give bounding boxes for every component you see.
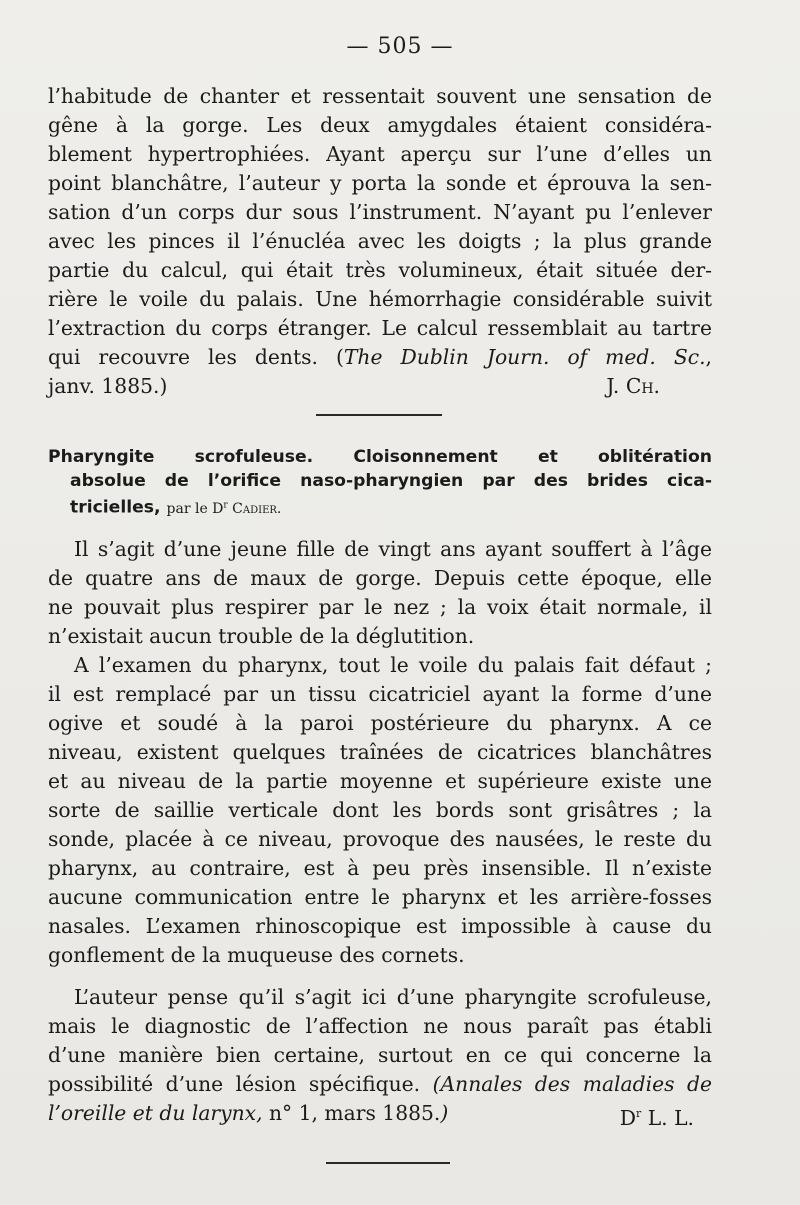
article-heading: absolue de l’orifice naso-pharyngien par des brides cica- [70,471,712,491]
text-line: gonflement de la muqueuse des cornets. [48,943,465,967]
text-line: aucune communication entre le pharynx et les arrière-fosses [48,885,712,909]
text-line: sorte de saillie verticale dont les bords sont grisâtres ; la [48,798,712,822]
citation-line-end: janv. 1885.) J. Ch. [48,372,712,401]
citation-line-end: l’oreille et du larynx, n° 1, mars 1885.) $D^r$ L. L. [48,1099,712,1128]
text-line: nasales. L’examen rhinoscopique est impossible à cause du [48,914,712,938]
text-line: Il s’agit d’une jeune fille de vingt ans ayant souffert à l’âge [74,537,712,561]
text-line: gêne à la gorge. Les deux amygdales étaient considéra- [48,113,712,137]
byline: par le $D^r$ Cadier. [166,500,282,517]
article-heading: tricielles, par le $D^r$ Cadier. [70,497,282,518]
text-line: ogive et soudé à la paroi postérieure du pharynx. A ce [48,711,712,735]
text-line: niveau, existent quelques traînées de cicatrices blanchâtres [48,740,712,764]
text-line: blement hypertrophiées. Ayant aperçu sur l’une d’elles un [48,142,712,166]
text-line: sation d’un corps dur sous l’instrument. N’ayant pu l’enlever [48,200,712,224]
text-line: pharynx, au contraire, est à peu près insensible. Il n’existe [48,856,712,880]
text-line: point blanchâtre, l’auteur y porta la sonde et éprouva la sen- [48,171,712,195]
citation-line: possibilité d’une lésion spécifique. (Annales des maladies de [48,1072,712,1096]
text-line: A l’examen du pharynx, tout le voile du palais fait défaut ; [74,653,712,677]
article-heading: Pharyngite scrofuleuse. Cloisonnement et oblitération [48,447,712,467]
text-line: L’auteur pense qu’il s’agit ici d’une pharyngite scrofuleuse, [74,985,712,1009]
text-line: avec les pinces il l’énucléa avec les doigts ; la plus grande [48,229,712,253]
text-line: et au niveau de la partie moyenne et supérieure existe une [48,769,712,793]
page-number: — 505 — [346,34,454,59]
end-divider [326,1162,450,1164]
text-line: rière le voile du palais. Une hémorrhagie considérable suivit [48,287,712,311]
text-line: l’extraction du corps étranger. Le calcul ressemblait au tartre [48,316,712,340]
text-line: l’habitude de chanter et ressentait souvent une sensation de [48,84,712,108]
text-line: partie du calcul, qui était très volumineux, était située der- [48,258,712,282]
text-line: de quatre ans de maux de gorge. Depuis cette époque, elle [48,566,712,590]
text-line: d’une manière bien certaine, surtout en ce qui concerne la [48,1043,712,1067]
citation-line: qui recouvre les dents. (The Dublin Journ. of med. Sc., [48,345,712,369]
author-signature: J. Ch. [606,374,660,398]
author-signature: $D^r$ L. L. [619,1105,694,1130]
text-line: ne pouvait plus respirer par le nez ; la voix était normale, il [48,595,712,619]
text-line: sonde, placée à ce niveau, provoque des nausées, le reste du [48,827,712,851]
text-line: mais le diagnostic de l’affection ne nous paraît pas établi [48,1014,712,1038]
text-line: n’existait aucun trouble de la déglutition. [48,624,475,648]
text-line: il est remplacé par un tissu cicatriciel ayant la forme d’une [48,682,712,706]
section-divider [316,414,442,416]
